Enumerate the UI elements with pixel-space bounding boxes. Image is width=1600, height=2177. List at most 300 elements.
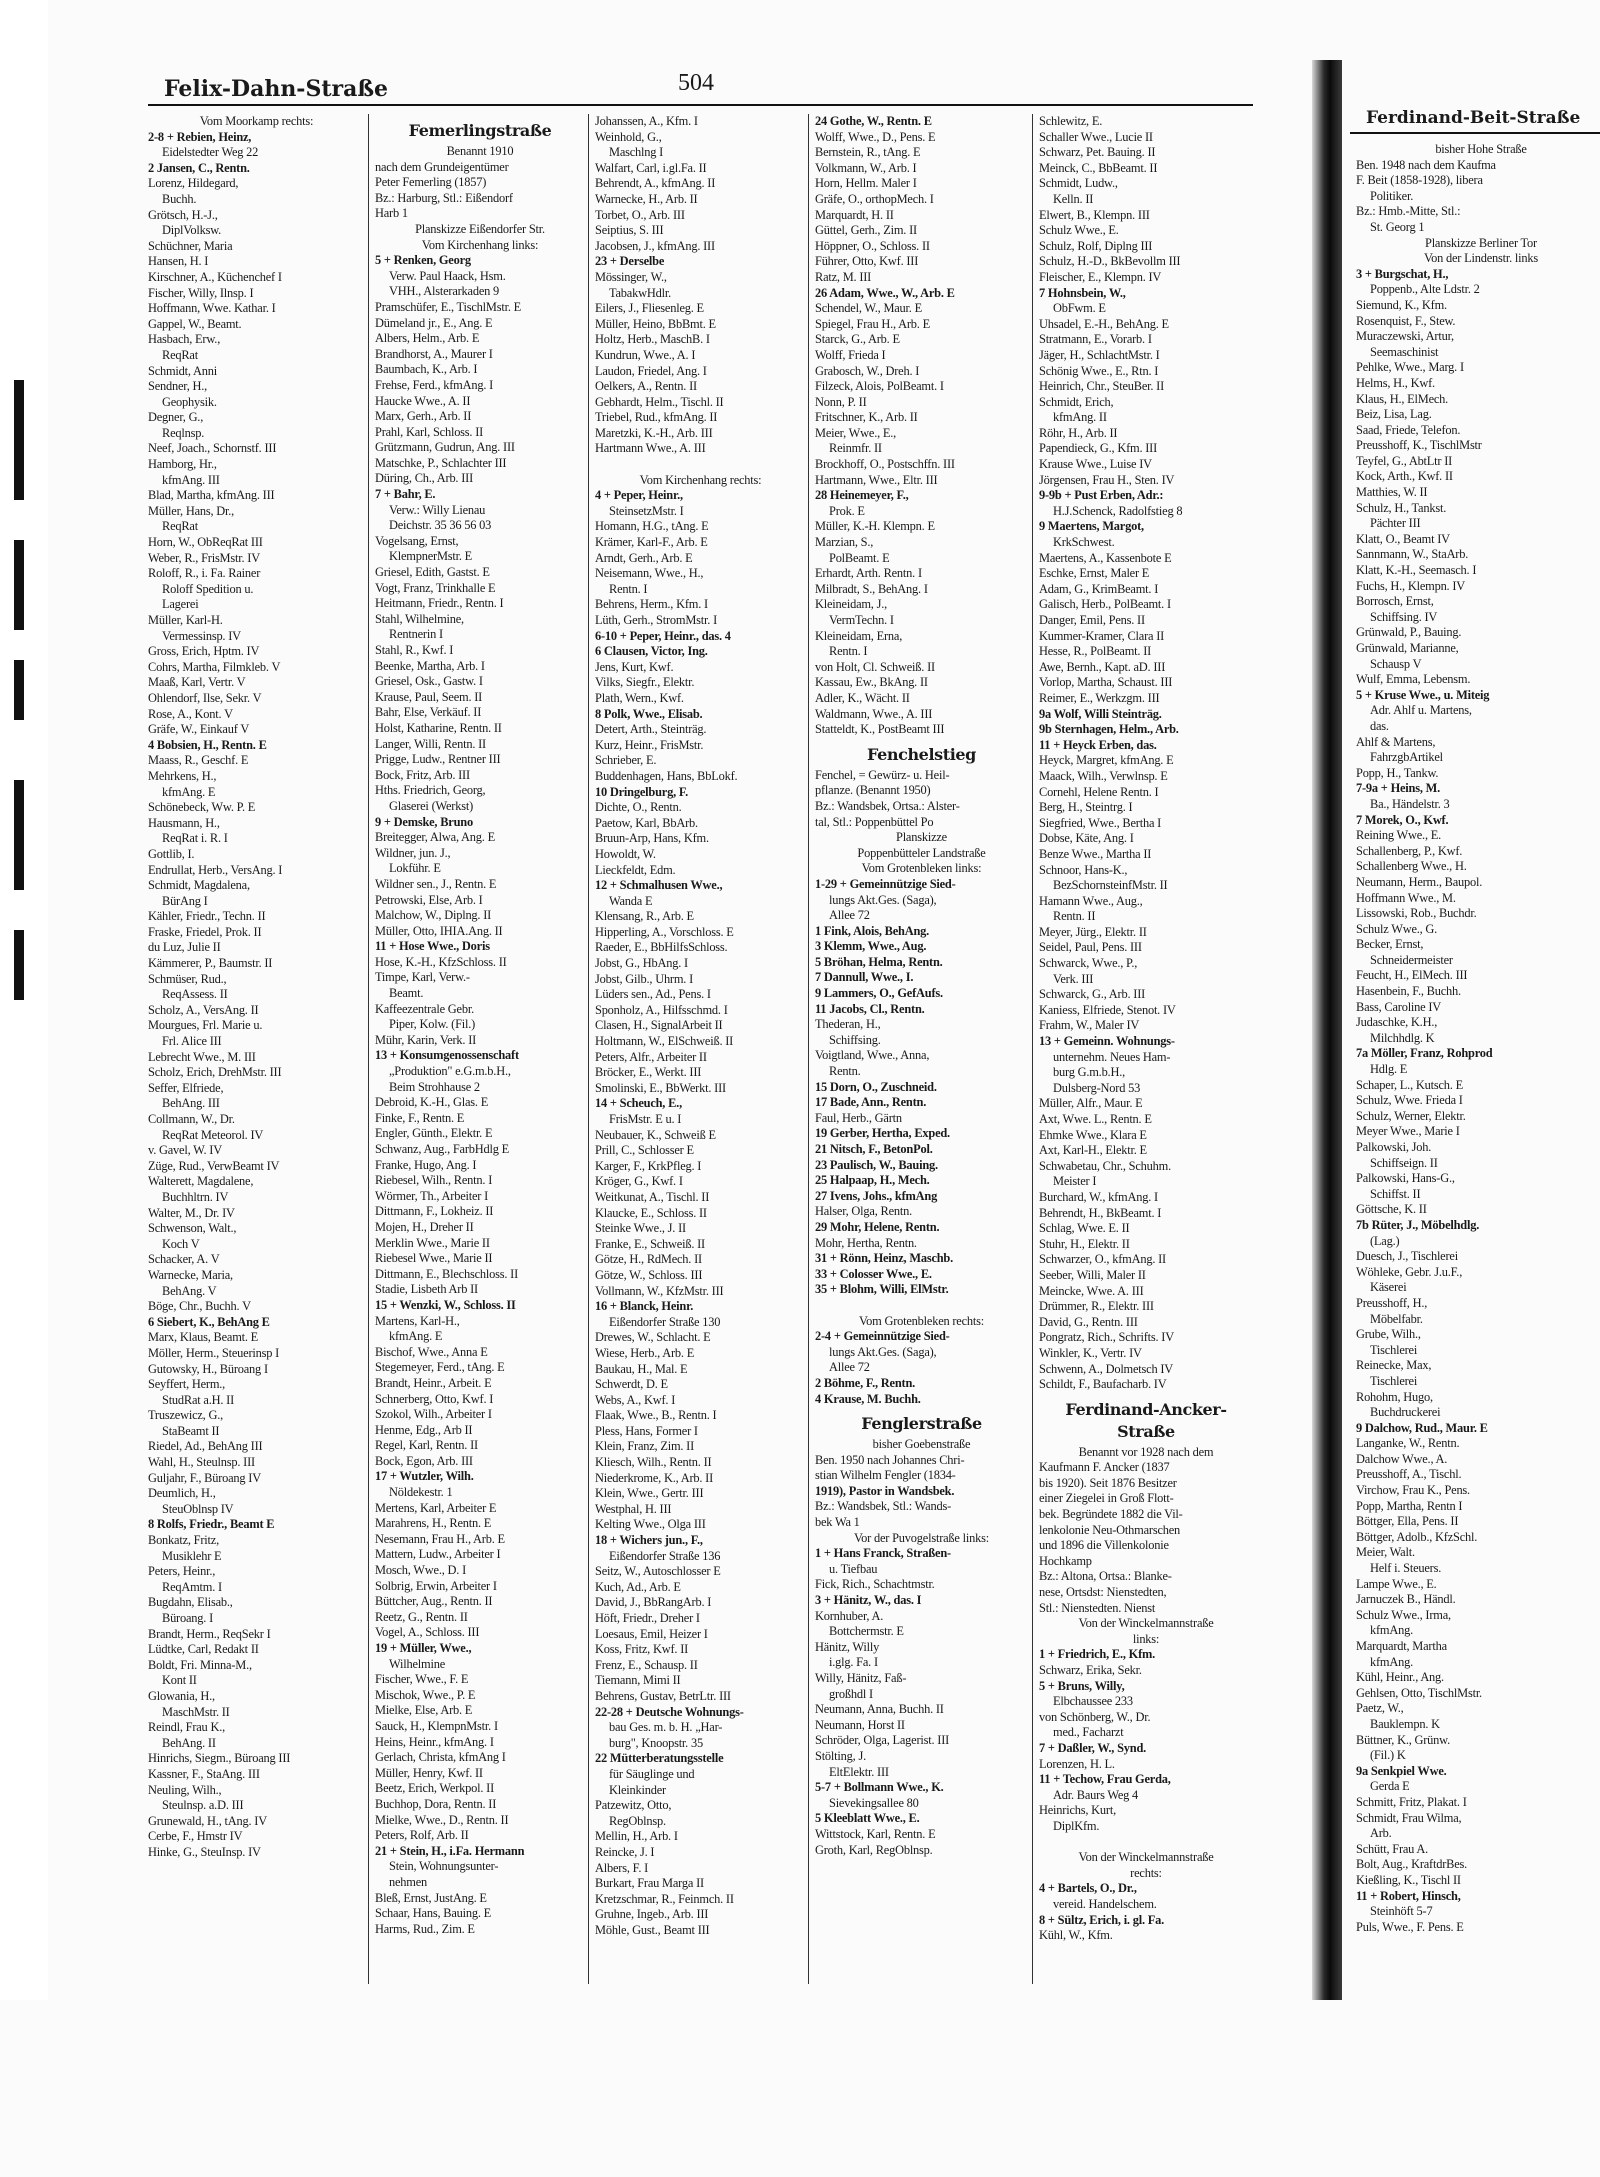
directory-entry: med., Facharzt [1053,1725,1124,1740]
directory-entry: Weitkunat, A., Tischl. II [595,1189,710,1204]
directory-entry: ReqRat [162,519,198,534]
directory-entry: 4 Krause, M. Buchh. [815,1391,921,1406]
directory-entry: KlempnerMstr. E [389,549,473,564]
directory-entry: Virchow, Frau K., Pens. [1356,1483,1470,1498]
directory-entry: Judaschke, K.H., [1356,1015,1438,1030]
directory-entry: Lampe Wwe., E. [1356,1576,1437,1591]
directory-entry: 1 Fink, Alois, BehAng. [815,923,930,938]
directory-entry: ReqRat [162,347,198,362]
directory-entry: Engler, Günth., Elektr. E [375,1126,493,1141]
directory-entry: Düring, Ch., Arb. III [375,471,474,486]
directory-entry: Preusshoff, A., Tischl. [1356,1467,1462,1482]
directory-entry: 3 Klemm, Wwe., Aug. [815,939,927,954]
directory-entry: Müller, Henry, Kwf. II [375,1765,483,1780]
directory-entry: Bernstein, R., tAng. E [815,145,921,160]
directory-entry: Piper, Kolw. (Fil.) [389,1017,476,1032]
directory-entry: Dittmann, E., Blechschloss. II [375,1266,519,1281]
directory-entry: 16 + Blanck, Heinr. [595,1299,694,1314]
directory-page [148,68,1253,1988]
directory-entry: Schwarzer, O., kfmAng. II [1039,1252,1166,1267]
directory-entry: 9 Maertens, Margot, [1039,519,1144,534]
directory-entry: Schwarz, Erika, Sekr. [1039,1663,1142,1677]
directory-entry: ReqAmtm. I [162,1579,222,1594]
directory-entry: Neef, Joach., Schornstf. III [148,441,277,456]
directory-entry: Preusshoff, K., TischlMstr [1356,438,1482,453]
directory-entry: 7 + Daßler, W., Synd. [1039,1740,1147,1755]
directory-entry: Horn, W., ObReqRat III [148,535,263,550]
directory-entry: Kleineidam, J., [815,597,888,612]
directory-entry: Henme, Edg., Arb II [375,1422,473,1437]
directory-entry: Vom Kirchenhang links: [421,237,539,252]
directory-entry: Heinrich, Chr., SteuBer. II [1039,379,1165,394]
directory-entry: Helms, H., Kwf. [1356,375,1435,390]
directory-entry: i.glg. Fa. I [829,1655,878,1670]
directory-entry: Reimer, E., Werkzgm. III [1039,690,1160,705]
directory-entry: Rosenquist, F., Stew. [1356,313,1456,328]
directory-entry: 1-29 + Gemeinnützige Sied- [815,876,956,891]
directory-entry: Warnecke, Maria, [148,1267,233,1282]
directory-entry: Saad, Friede, Telefon. [1356,422,1461,437]
directory-entry: 10 Dringelburg, F. [595,784,689,799]
directory-entry: 3 + Hänitz, W., das. I [815,1593,922,1608]
directory-entry: Guljahr, F., Büroang IV [148,1470,261,1485]
directory-entry: Kühl, Heinr., Ang. [1356,1670,1444,1685]
directory-entry: Axt, Wwe. L., Rentn. E [1039,1112,1152,1126]
directory-entry: Maack, Wilh., Verwlnsp. E [1039,768,1168,783]
directory-entry: Schönebeck, Ww. P. E [148,800,256,815]
directory-entry: Pless, Hans, Former I [595,1423,698,1438]
directory-entry: Böge, Chr., Buchh. V [148,1299,251,1314]
directory-entry: St. Georg 1 [1370,219,1425,234]
directory-entry: Mertens, Karl, Arbeiter E [375,1500,497,1515]
directory-entry: Vom Grotenbleken rechts: [858,1313,985,1328]
directory-entry: Hinrichs, Siegm., Büroang III [148,1751,291,1766]
directory-entry: Schallenberg, P., Kwf. [1356,843,1463,858]
directory-entry: Dalchow Wwe., A. [1356,1451,1448,1466]
directory-entry: 7 + Bahr, E. [375,487,436,502]
directory-entry: Endrullat, Herb., VersAng. I [148,862,283,877]
directory-entry: Stadie, Lisbeth Arb II [375,1282,478,1297]
directory-entry: Kühl, W., Kfm. [1039,1928,1113,1943]
directory-entry: Eidelstedter Weg 22 [162,145,259,160]
directory-entry: Kliesch, Wilh., Rentn. II [595,1455,712,1470]
directory-entry: Reincke, J. I [595,1844,655,1859]
column-5-list-a [1039,114,1253,1393]
directory-entry: Filzeck, Alois, PolBeamt. I [815,379,944,394]
directory-entry: Schnerberg, Otto, Kwf. I [375,1391,494,1406]
directory-entry: Kaufmann F. Ancker (1837 [1039,1460,1170,1475]
directory-entry: Kaniess, Elfriede, Stenot. IV [1039,1002,1176,1017]
directory-entry: Halser, Olga, Rentn. [815,1204,913,1219]
directory-entry: bis 1920). Seit 1876 Besitzer [1039,1475,1177,1490]
column-5 [1032,114,1253,1984]
directory-entry: Schiffsing. IV [1370,609,1438,624]
directory-entry: das. [1370,718,1389,733]
directory-entry: Götze, H., RdMech. II [595,1252,702,1267]
column-2 [368,114,585,1984]
directory-entry: Flaak, Wwe., B., Rentn. I [595,1408,717,1423]
directory-entry: Wolff, Frieda I [815,347,886,362]
directory-entry: Mielke, Else, Arb. E [375,1703,473,1718]
directory-entry: Ben. 1948 nach dem Kaufma [1356,157,1496,172]
directory-entry: Kuch, Ad., Arb. E [595,1579,681,1594]
directory-entry: Peter Femerling (1857) [375,175,487,190]
directory-entry: Elwert, B., Klempn. III [1039,207,1150,222]
directory-entry: Lüdtke, Carl, Redakt II [148,1642,259,1657]
directory-entry: Bock, Egon, Arb. III [375,1453,473,1468]
directory-entry: Verk. III [1053,971,1094,986]
directory-entry: Brandt, Heinr., Arbeit. E [375,1375,492,1390]
directory-entry: Musiklehr E [162,1548,222,1563]
directory-entry: Webs, A., Kwf. I [595,1392,676,1407]
directory-entry: BehAng. V [162,1283,217,1298]
directory-entry: (Fil.) K [1370,1748,1406,1763]
directory-entry: Pramschüfer, E., TischlMstr. E [375,299,521,314]
directory-entry: Planskizze Berliner Tor [1425,235,1537,250]
directory-entry: Eschke, Ernst, Maler E [1039,566,1150,581]
directory-entry: Adr. Baurs Weg 4 [1053,1787,1139,1802]
directory-entry: Buchhop, Dora, Rentn. II [375,1796,497,1811]
directory-entry: Laudon, Friedel, Ang. I [595,363,707,378]
directory-entry: SteinsetzMstr. I [609,503,684,518]
directory-entry: Müller, Karl-H. [148,613,223,627]
directory-entry: Cornehl, Helene Rentn. I [1039,784,1159,799]
directory-entry: Vollmann, W., KfzMstr. III [595,1283,724,1298]
directory-entry: Seidel, Paul, Pens. III [1039,940,1142,955]
directory-entry: bek Wa 1 [815,1515,860,1530]
directory-entry: Klaus, H., ElMech. [1356,391,1449,406]
directory-entry: Marquardt, H. II [815,207,894,222]
directory-entry: Kont II [162,1673,197,1688]
directory-entry: Elbchaussee 233 [1053,1694,1133,1709]
directory-entry: Bz.: Harburg, Stl.: Eißendorf [375,190,513,205]
directory-entry: Lagerei [162,597,199,612]
directory-entry: Mohr, Hertha, Rentn. [815,1235,917,1250]
directory-entry: Wahl, H., Steulnsp. III [148,1455,255,1470]
column-4-list-c [815,1437,1028,1858]
directory-entry: Hoffmann Wwe., M. [1356,890,1456,905]
directory-entry: 12 + Schmalhusen Wwe., [595,878,723,893]
directory-entry: Wulf, Emma, Lebensm. [1356,672,1471,687]
directory-entry: Fischer, Willy, Ilnsp. I [148,285,254,300]
directory-entry: v. Gavel, W. IV [148,1143,222,1158]
directory-entry: Hausmann, H., [148,815,220,830]
directory-entry: StudRat a.H. II [162,1392,235,1407]
directory-entry: kfmAng. E [389,1329,443,1344]
directory-entry: Lissowski, Rob., Buchdr. [1356,906,1477,921]
directory-entry: Matschke, P., Schlachter III [375,455,507,470]
directory-entry: Brockhoff, O., Postschffn. III [815,457,955,472]
directory-entry: Meyer, Jürg., Elektr. II [1039,924,1147,939]
directory-entry: Vermessinsp. IV [162,628,241,643]
directory-entry: Sauck, H., KlempnMstr. I [375,1718,498,1733]
directory-entry: Reining Wwe., E. [1356,828,1442,843]
directory-entry: FrisMstr. E u. I [609,1112,682,1126]
directory-entry: bek. Begründete 1882 die Vil- [1039,1507,1183,1522]
directory-entry: Hths. Friedrich, Georg, [375,783,486,798]
directory-entry: 7 Dannull, Wwe., I. [815,970,914,985]
directory-entry: Langanke, W., Rentn. [1356,1436,1460,1451]
right-page [1350,96,1600,1996]
directory-entry: Marzian, S., [815,535,874,550]
directory-entry: Kaffeezentrale Gebr. [375,1001,474,1016]
directory-entry: Koch V [162,1236,200,1251]
directory-entry: Timpe, Karl, Verw.- [375,970,470,985]
directory-entry: Kelting Wwe., Olga III [595,1517,706,1532]
directory-entry: Holtmann, W., ElSchweiß. II [595,1034,734,1049]
directory-entry: kfmAng. III [162,472,220,487]
directory-entry: Kundrun, Wwe., A. I [595,347,696,362]
directory-entry: 5 Bröhan, Helma, Rentn. [815,954,943,969]
directory-entry: Blad, Martha, kfmAng. III [148,488,275,503]
directory-entry: Regel, Karl, Rentn. II [375,1438,478,1453]
directory-entry: Koss, Fritz, Kwf. II [595,1642,689,1657]
directory-entry: 11 + Robert, Hinsch, [1356,1888,1461,1903]
directory-entry: Schwarck, Wwe., P., [1039,956,1138,971]
directory-entry: lenkolonie Neu-Othmarschen [1039,1522,1181,1537]
directory-entry: Eilers, J., Fliesenleg. E [595,301,704,316]
directory-entry: 9a Senkpiel Wwe. [1356,1763,1447,1778]
directory-entry: Fraske, Friedel, Prok. II [148,924,262,939]
directory-entry: Wilhelmine [389,1656,445,1671]
directory-entry: Allee 72 [829,908,870,923]
directory-entry: 25 Halpaap, H., Mech. [815,1173,930,1188]
directory-entry: Lieckfeldt, Edm. [595,862,676,877]
directory-entry: Behrendt, H., BkBeamt. I [1039,1205,1162,1220]
directory-entry: Haucke Wwe., A. II [375,393,471,408]
directory-entry: Stölting, J. [815,1748,866,1763]
directory-entry: Sievekingsallee 80 [829,1795,919,1810]
directory-entry: Hoffmann, Wwe. Kathar. I [148,301,276,316]
directory-entry: Oelkers, A., Rentn. II [595,379,697,394]
directory-entry: Schulz Wwe., Irma, [1356,1607,1451,1622]
directory-entry: Beim Strohhause 2 [389,1079,480,1094]
directory-entry: EltElektr. III [829,1764,889,1779]
directory-entry: Burchard, W., kfmAng. I [1039,1189,1158,1204]
directory-entry: 33 + Colosser Wwe., E. [815,1266,932,1281]
directory-entry: Boldt, Fri. Minna-M., [148,1657,252,1672]
directory-entry: Loesaus, Emil, Heizer I [595,1626,708,1641]
directory-entry: 9 + Demske, Bruno [375,814,473,829]
directory-entry: Schaar, Hans, Bauing. E [375,1906,492,1921]
directory-entry: Reetz, G., Rentn. II [375,1609,468,1624]
column-3 [588,114,806,1984]
directory-entry: Bottchermstr. E [829,1624,904,1639]
directory-entry: Lokführ. E [389,861,441,876]
directory-entry: 5-7 + Bollmann Wwe., K. [815,1780,944,1795]
directory-entry: DiplKfm. [1053,1818,1100,1833]
directory-entry: Röhr, H., Arb. II [1039,425,1118,440]
directory-entry: Szokol, Wilh., Arbeiter I [375,1407,492,1422]
directory-entry: Schaper, L., Kutsch. E [1356,1077,1463,1092]
directory-entry: Seyffert, Herm., [148,1377,226,1392]
directory-entry: Lebrecht Wwe., M. III [148,1049,256,1064]
directory-entry: Klensang, R., Arb. E [595,909,694,924]
directory-entry: Rohohm, Hugo, [1356,1389,1433,1404]
directory-entry: Grünwald, Marianne, [1356,641,1459,655]
directory-entry: Buchdruckerei [1370,1405,1441,1420]
directory-entry: Tischlerei [1370,1342,1418,1357]
directory-entry: Brandhorst, A., Maurer I [375,346,493,361]
directory-entry: Mosch, Wwe., D. I [375,1563,467,1578]
directory-entry: Milbradt, S., BehAng. I [815,581,928,596]
directory-entry: Meier, Wwe., E., [815,425,897,440]
directory-entry: 4 Bobsien, H., Rentn. E [148,737,267,752]
directory-entry: nese, Ortsdst: Nienstedten, [1039,1585,1167,1600]
directory-entry: 11 + Hose Wwe., Doris [375,939,490,954]
directory-entry: Pächter III [1370,516,1421,531]
directory-entry: Triebel, Rud., kfmAng. II [595,410,718,425]
directory-entry: Heinrichs, Kurt, [1039,1803,1116,1818]
directory-entry: 31 + Rönn, Heinz, Maschb. [815,1251,954,1266]
directory-entry: Gross, Erich, Hptm. IV [148,644,260,659]
directory-entry: F. Beit (1858-1928), libera [1356,173,1483,188]
directory-entry [595,457,806,473]
directory-entry: Griesel, Osk., Gastw. I [375,674,483,689]
directory-entry: Schrieber, E. [595,753,657,768]
directory-entry: Krause, Paul, Seem. II [375,689,483,704]
directory-entry: Sannmann, W., StaArb. [1356,547,1469,562]
directory-entry: TabakwHdlr. [609,285,671,300]
directory-entry: Maass, R., Geschf. E [148,753,249,768]
directory-entry: Heyck, Margret, kfmAng. E [1039,753,1174,768]
directory-entry: PolBeamt. E [829,550,890,565]
directory-entry: Wanda E [609,893,653,908]
directory-entry: Baukau, H., Mal. E [595,1361,688,1376]
directory-entry: Bauklempn. K [1370,1716,1440,1731]
directory-entry: Rentnerin I [389,627,443,642]
directory-entry: H.J.Schenck, Radolfstieg 8 [1053,503,1183,518]
directory-entry: Grunewald, H., tAng. IV [148,1813,267,1828]
directory-entry: lungs Akt.Ges. (Saga), [829,892,937,907]
directory-entry: 4 + Bartels, O., Dr., [1039,1881,1137,1896]
directory-entry: Palkowski, Hans-G., [1356,1171,1455,1186]
directory-entry: BehAng. II [162,1735,216,1750]
directory-entry: 27 Ivens, Johs., kfmAng [815,1188,938,1203]
directory-entry: Nonn, P. II [815,394,867,409]
directory-entry: Bz.: Wandsbek, Ortsa.: Alster- [815,798,960,813]
directory-entry: Neumann, Herm., Baupol. [1356,874,1483,889]
directory-entry: für Säuglinge und [609,1766,695,1781]
directory-entry: Müller, Alfr., Maur. E [1039,1096,1143,1111]
directory-entry: Stuhr, H., Elektr. II [1039,1236,1130,1251]
directory-entry: Dulsberg-Nord 53 [1053,1080,1141,1095]
directory-entry: Schnoor, Hans-K., [1039,862,1128,877]
street-heading: Ferdinand-Ancker-Straße [1065,1399,1227,1441]
directory-entry: Deumlich, H., [148,1486,216,1501]
directory-entry: Allee 72 [829,1360,870,1375]
directory-entry: bisher Hohe Straße [1435,142,1527,156]
directory-entry: Collmann, W., Dr. [148,1112,235,1126]
directory-entry: 19 Gerber, Hertha, Exped. [815,1126,950,1141]
directory-entry: Bugdahn, Elisab., [148,1595,233,1610]
directory-entry: Solbrig, Erwin, Arbeiter I [375,1578,497,1593]
directory-entry: Vorlop, Martha, Schaust. III [1039,675,1173,690]
directory-entry: Arndt, Gerh., Arb. E [595,550,693,565]
directory-entry: VermTechn. I [829,613,894,627]
directory-entry [1039,1835,1253,1851]
directory-entry: Buddenhagen, Hans, BbLokf. [595,768,738,783]
directory-entry: Kämmerer, P., Baumstr. II [148,956,273,971]
directory-entry: Bleß, Ernst, JustAng. E [375,1890,487,1905]
directory-entry: Fenchel, = Gewürz- u. Heil- [815,767,950,782]
directory-entry: Müller, Otto, IHIA.Ang. II [375,923,503,938]
directory-entry: Schütt, Frau A. [1356,1841,1429,1856]
directory-entry: Jäger, H., SchlachtMstr. I [1039,347,1160,362]
directory-entry: Hesse, R., PolBeamt. II [1039,644,1152,659]
directory-entry: Holst, Katharine, Rentn. II [375,720,502,735]
directory-entry: Adler, K., Wächt. II [815,690,910,705]
directory-entry: nehmen [389,1874,428,1889]
directory-entry: Statteldt, K., PostBeamt III [815,722,945,737]
directory-entry: RegOblnsp. [609,1813,666,1828]
directory-entry: 5 + Renken, Georg [375,253,471,268]
directory-entry: 7b Rüter, J., Möbelhdlg. [1356,1217,1480,1232]
column-4-list-b [815,768,1028,1407]
directory-entry: Schulz, H., Tankst. [1356,500,1447,515]
directory-entry: Vogel, A., Schloss. III [375,1625,480,1640]
directory-entry: 22-28 + Deutsche Wohnungs- [595,1704,744,1719]
directory-entry: lungs Akt.Ges. (Saga), [829,1344,937,1359]
directory-entry: Schwenn, A., Dolmetsch IV [1039,1361,1174,1376]
header-street: Felix-Dahn-Straße [164,76,389,102]
directory-entry: VHH., Alsterarkaden 9 [389,284,500,299]
directory-entry: Schulz Wwe., E. [1039,223,1119,238]
directory-entry: Fick, Rich., Schachtmstr. [815,1577,935,1592]
directory-entry: Schmidt, Magdalena, [148,878,250,893]
directory-entry: 9 Lammers, O., GefAufs. [815,986,943,1001]
directory-entry: Holtz, Herb., MaschB. I [595,332,710,347]
directory-entry: Gottlib, I. [148,846,195,861]
directory-entry: Malchow, W., Diplng. II [375,908,492,923]
directory-entry: Kleineidam, Erna, [815,628,903,643]
directory-entry: Burkart, Frau Marga II [595,1876,704,1891]
directory-entry: Steinke Wwe., J. II [595,1221,686,1236]
directory-entry: Beamt. [389,986,424,1001]
directory-entry: Ben. 1950 nach Johannes Chri- [815,1452,965,1467]
directory-entry: Reindl, Frau K., [148,1720,225,1735]
directory-entry: vereid. Handelschem. [1053,1896,1157,1911]
directory-entry: Neubauer, K., Schweiß E [595,1127,716,1142]
directory-entry: Gräfe, W., Einkauf V [148,722,250,737]
directory-entry: Seiptius, S. III [595,223,664,238]
directory-entry: Gruhne, Ingeb., Arb. III [595,1907,709,1922]
directory-entry: Willy, Hänitz, Faß- [815,1671,907,1685]
directory-entry: Kröger, G., Kwf. I [595,1174,683,1189]
directory-entry: Stahl, R., Kwf. I [375,643,454,657]
directory-entry: Albers, Helm., Arb. E [375,331,480,346]
directory-entry: Franke, Hugo, Ang. I [375,1157,477,1172]
directory-entry: Güttel, Gerh., Zim. II [815,223,917,238]
directory-entry: 24 Gothe, W., Rentn. E [815,114,932,128]
directory-entry: 6-10 + Peper, Heinr., das. 4 [595,628,731,643]
directory-entry: Harb 1 [375,206,408,221]
directory-entry: 7-9a + Heins, M. [1356,781,1441,796]
directory-entry: Papendieck, G., Kfm. III [1039,441,1158,456]
directory-entry: Schwabetau, Chr., Schuhm. [1039,1158,1171,1173]
directory-entry: Schildt, F., Baufacharb. IV [1039,1377,1167,1392]
directory-entry: Beenke, Martha, Arb. I [375,658,485,673]
directory-entry: Buchhltrn. IV [162,1189,229,1204]
directory-entry: Baumbach, K., Arb. I [375,362,478,377]
directory-entry: Kelln. II [1053,191,1094,206]
directory-entry: Von der Lindenstr. links [1423,251,1539,266]
directory-entry: Eißendorfer Straße 136 [609,1548,721,1563]
directory-entry: Waldmann, Wwe., A. III [815,706,933,721]
directory-entry: 5 + Kruse Wwe., u. Miteig [1356,687,1490,702]
directory-entry: Bz.: Wandsbek, Stl.: Wands- [815,1499,952,1514]
directory-entry: Kretzschmar, R., Feinmch. II [595,1891,734,1906]
